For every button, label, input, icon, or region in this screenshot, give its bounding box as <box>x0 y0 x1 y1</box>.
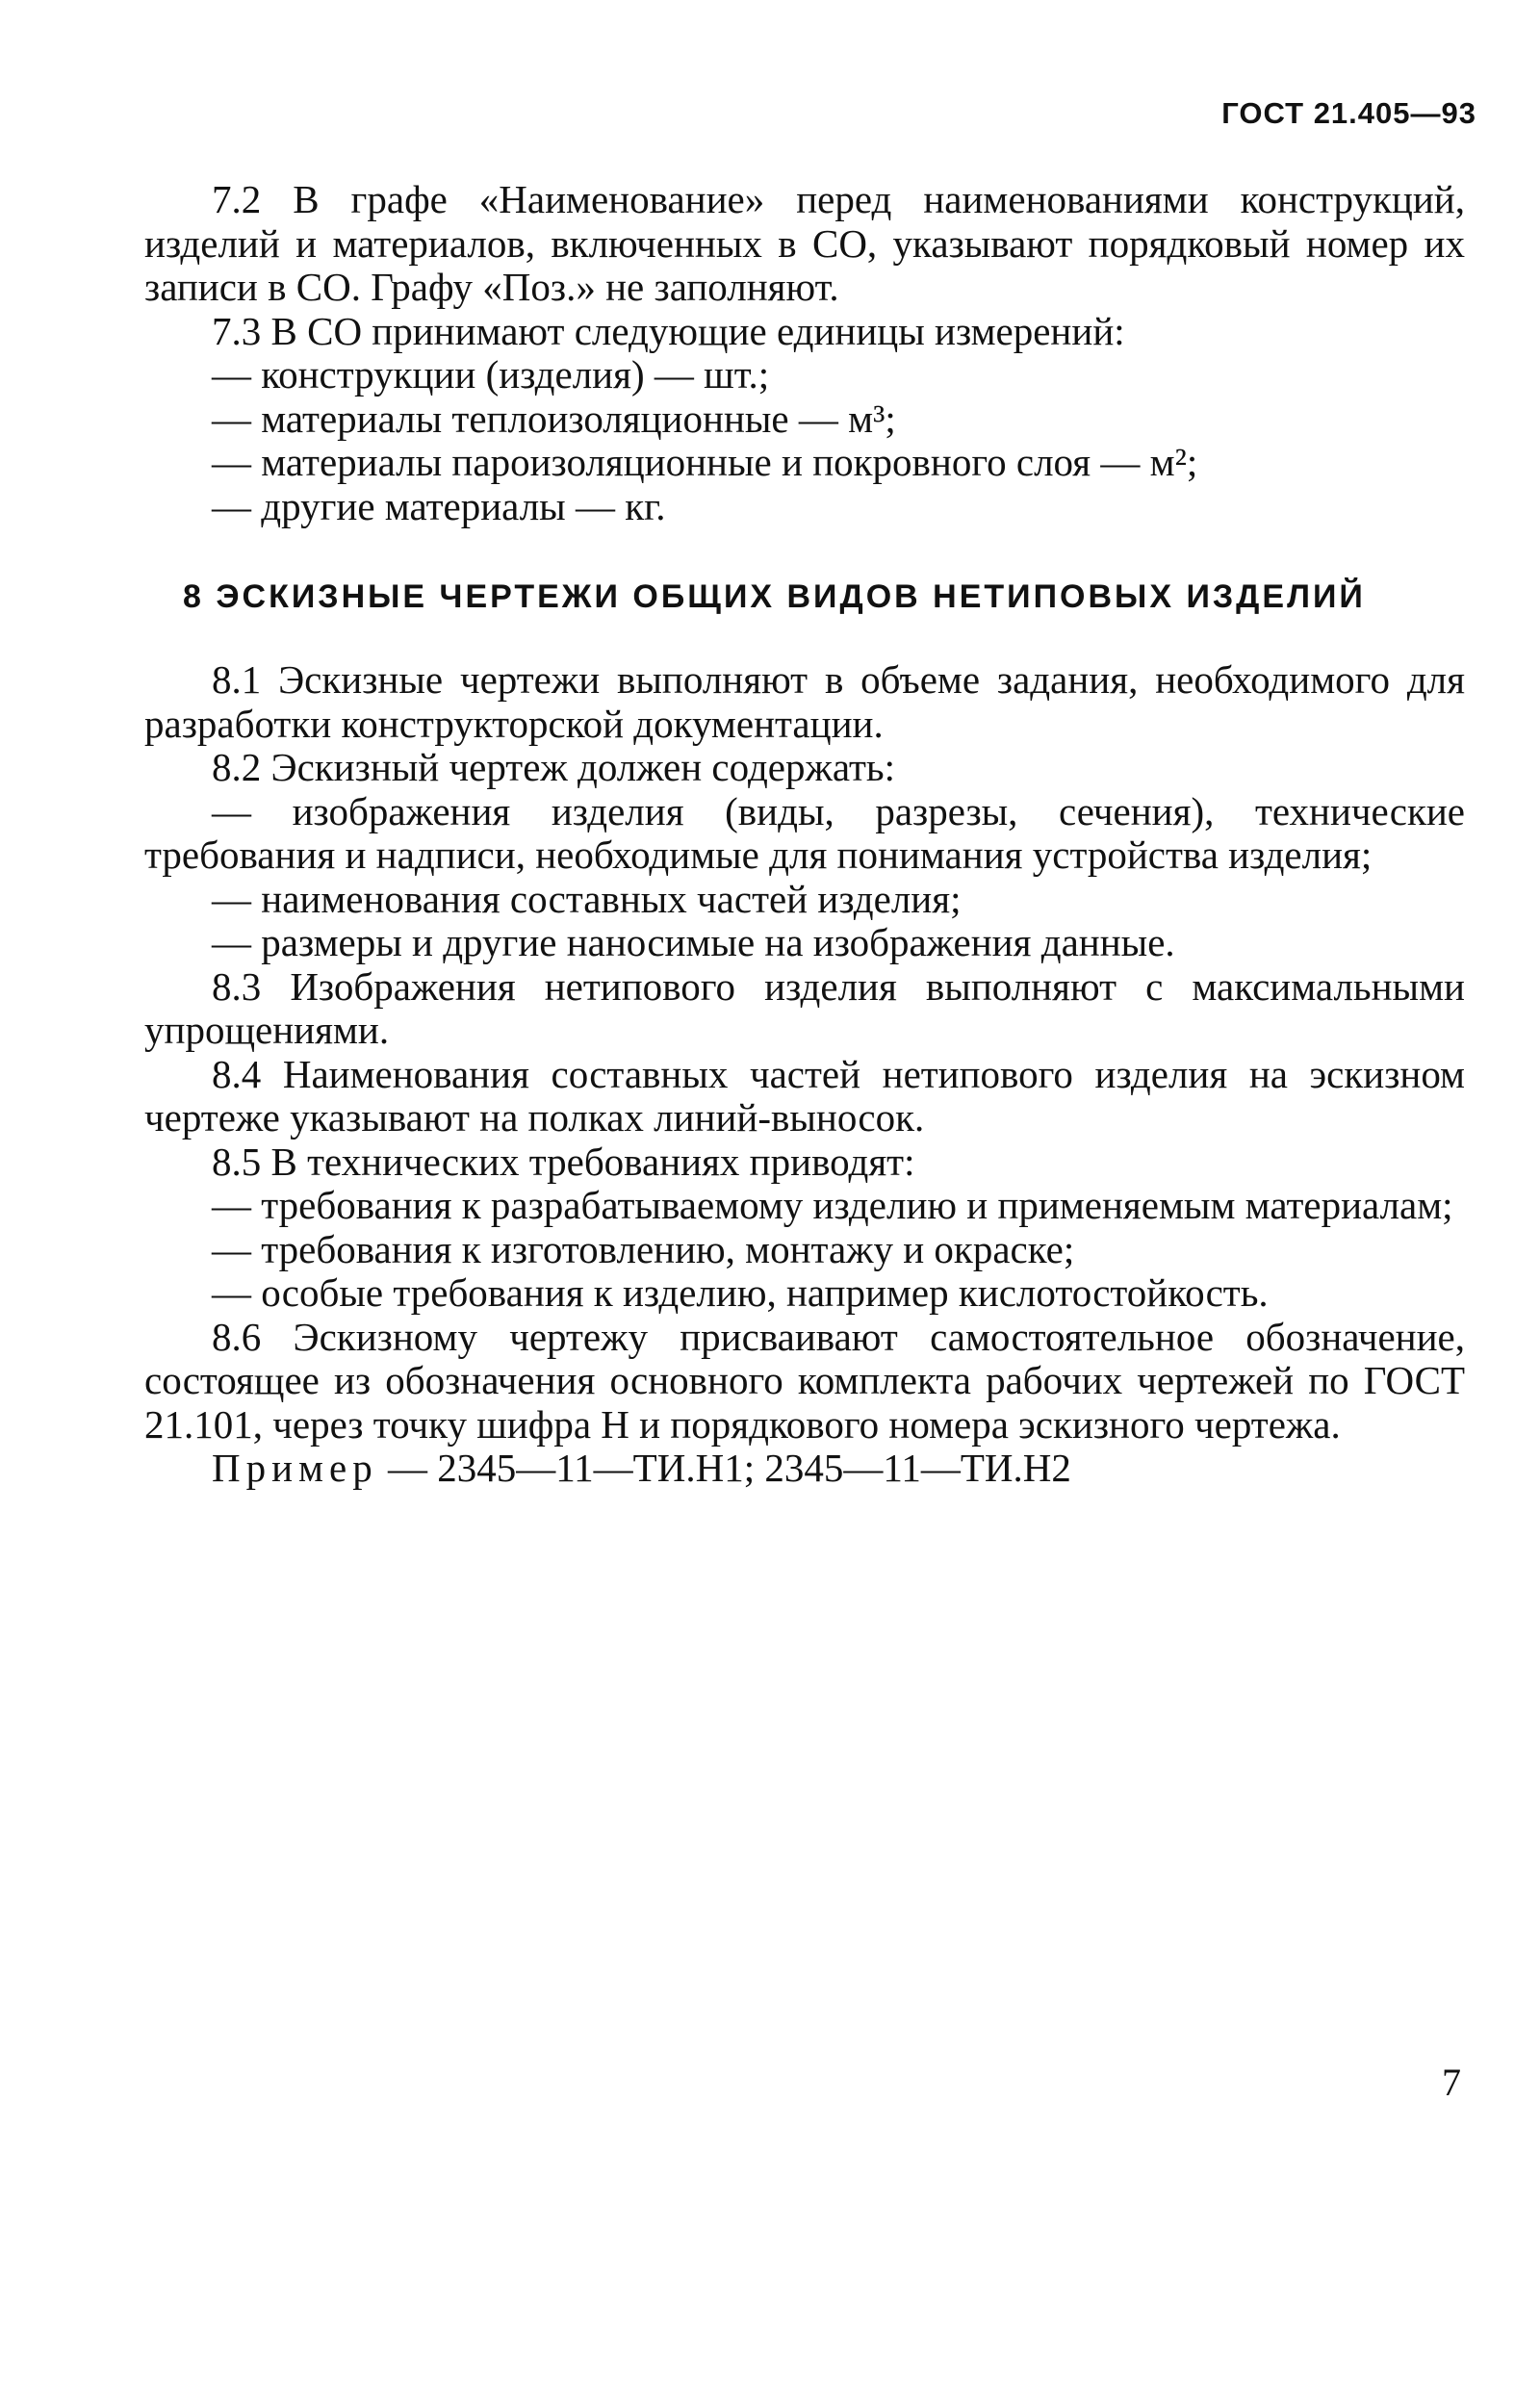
example-label: Пример <box>212 1446 378 1490</box>
requirements-list-item: — требования к изготовлению, монтажу и окраске; <box>212 1226 1075 1271</box>
requirements-list-item: — требования к разрабатываемому изделию и применяемым материалам; <box>212 1183 1453 1227</box>
paragraph-8-3: 8.3 Изображения нетипового изделия выполняют с максимальными упрощениями. <box>144 963 1465 1052</box>
example-text: — 2345—11—ТИ.Н1; 2345—11—ТИ.Н2 <box>377 1446 1071 1490</box>
section-8-heading: 8 ЭСКИЗНЫЕ ЧЕРТЕЖИ ОБЩИХ ВИДОВ НЕТИПОВЫХ ИЗДЕЛИЙ <box>183 578 1366 615</box>
paragraph-8-6: 8.6 Эскизному чертежу присваивают самостоятельное обозначение, состоящее из обозначения основного комплекта рабочих чертежей по ГОСТ 21.101, через точку шифра Н и порядкового номера эскизного чертежа. <box>144 1314 1465 1447</box>
units-list-item: — материалы теплоизоляционные — м³; <box>212 396 896 441</box>
drawing-contents-list-item: — наименования составных частей изделия; <box>212 876 962 921</box>
paragraph-8-5: 8.5 В технических требованиях приводят: <box>212 1139 915 1184</box>
document-code-header: ГОСТ 21.405—93 <box>1221 96 1476 130</box>
requirements-list-item: — особые требования к изделию, например кислотостойкость. <box>212 1270 1269 1315</box>
units-list-item: — материалы пароизоляционные и покровного слоя — м²; <box>212 440 1198 484</box>
example-line <box>144 1447 1465 1491</box>
units-list-item: — конструкции (изделия) — шт.; <box>212 352 770 397</box>
paragraph-8-2: 8.2 Эскизный чертеж должен содержать: <box>212 745 895 789</box>
paragraph-7-2: 7.2 В графе «Наименование» перед наименованиями конструкций, изделий и материалов, включенных в СО, указывают порядковый номер их записи в СО. Графу «Поз.» не заполняют. <box>144 177 1465 309</box>
page-number: 7 <box>1442 2061 1461 2104</box>
units-list-item: — другие материалы — кг. <box>212 483 666 528</box>
paragraph-8-4: 8.4 Наименования составных частей нетипового изделия на эскизном чертеже указывают на полках линий-выносок. <box>144 1051 1465 1140</box>
paragraph-7-3: 7.3 В СО принимают следующие единицы измерений: <box>212 308 1125 353</box>
page-body <box>144 178 1465 1491</box>
paragraph-8-1: 8.1 Эскизные чертежи выполняют в объеме задания, необходимого для разработки конструкторской документации. <box>144 657 1465 746</box>
drawing-contents-list-item: — изображения изделия (виды, разрезы, сечения), технические требования и надписи, необходимые для понимания устройства изделия; <box>144 788 1465 877</box>
drawing-contents-list-item: — размеры и другие наносимые на изображения данные. <box>212 920 1175 964</box>
